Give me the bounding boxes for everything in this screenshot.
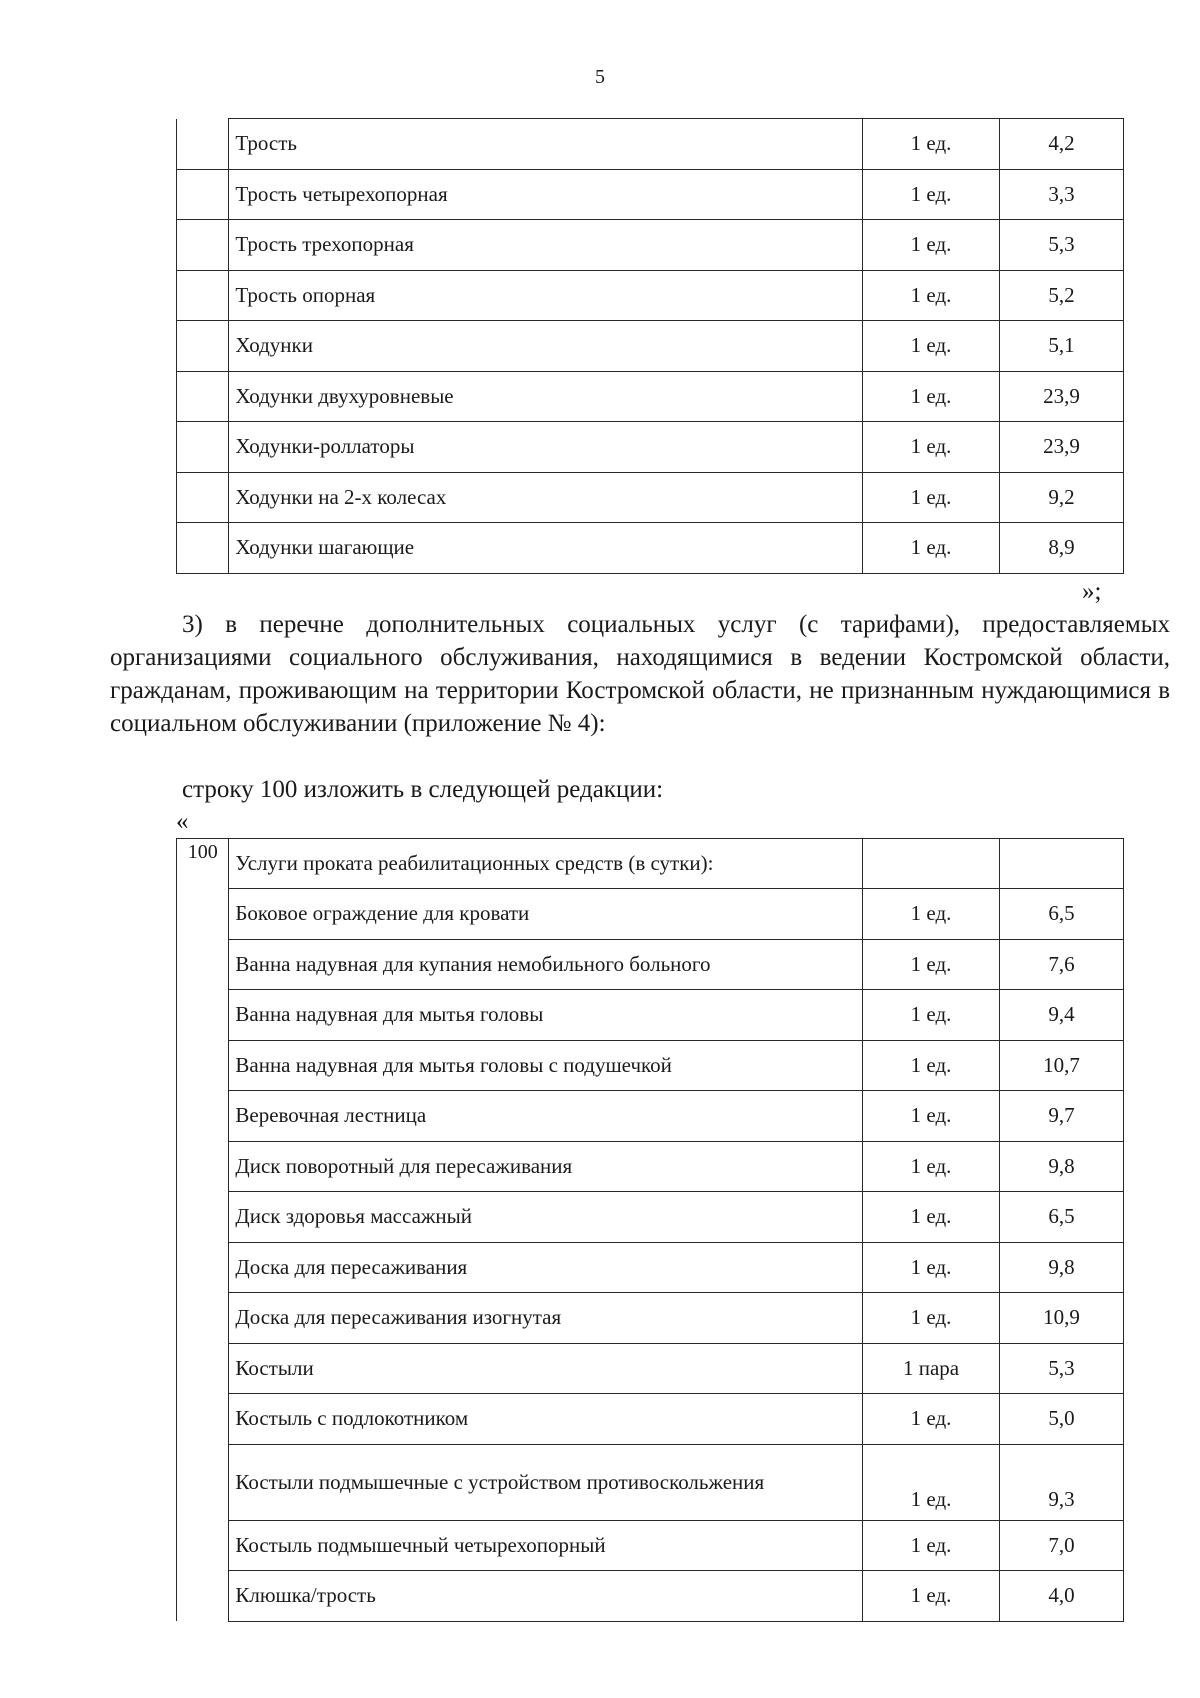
rental-table-continued <box>176 118 1124 574</box>
table-row <box>177 1091 1124 1142</box>
item-name: Трость опорная <box>229 270 863 321</box>
item-tariff: 5,0 <box>1000 1394 1124 1445</box>
item-unit: 1 ед. <box>863 422 1000 473</box>
item-name: Ходунки двухуровневые <box>229 371 863 422</box>
item-name: Диск здоровья массажный <box>229 1192 863 1243</box>
item-name: Костыль подмышечный четырехопорный <box>229 1520 863 1571</box>
item-name: Диск поворотный для пересаживания <box>229 1141 863 1192</box>
item-tariff: 9,4 <box>1000 990 1124 1041</box>
table-row <box>177 939 1124 990</box>
table-row <box>177 889 1124 940</box>
table-row <box>177 1293 1124 1344</box>
item-name: Ванна надувная для мытья головы с подушечкой <box>229 1040 863 1091</box>
row-number: 100 <box>177 839 229 889</box>
item-unit: 1 ед. <box>863 1242 1000 1293</box>
number-cell <box>177 1394 229 1445</box>
number-cell <box>177 119 229 170</box>
table-row <box>177 270 1124 321</box>
item-name: Ходунки шагающие <box>229 523 863 574</box>
table-row <box>177 1394 1124 1445</box>
table-row <box>177 169 1124 220</box>
item-unit: 1 ед. <box>863 1444 1000 1520</box>
table-row <box>177 472 1124 523</box>
empty-tariff-cell <box>1000 839 1124 889</box>
item-name: Ходунки-роллаторы <box>229 422 863 473</box>
item-name: Ходунки на 2-х колесах <box>229 472 863 523</box>
item-unit: 1 ед. <box>863 1520 1000 1571</box>
empty-unit-cell <box>863 839 1000 889</box>
table-row <box>177 1520 1124 1571</box>
item-tariff: 8,9 <box>1000 523 1124 574</box>
table-row <box>177 1242 1124 1293</box>
closing-quote: »; <box>1082 578 1102 605</box>
table-row <box>177 220 1124 271</box>
item-name: Доска для пересаживания <box>229 1242 863 1293</box>
number-cell <box>177 1520 229 1571</box>
item-unit: 1 ед. <box>863 169 1000 220</box>
item-unit: 1 ед. <box>863 270 1000 321</box>
table-row <box>177 119 1124 170</box>
item-tariff: 23,9 <box>1000 371 1124 422</box>
opening-quote: « <box>176 808 189 835</box>
item-name: Костыли <box>229 1343 863 1394</box>
item-tariff: 9,8 <box>1000 1242 1124 1293</box>
table-row <box>177 1192 1124 1243</box>
number-cell <box>177 422 229 473</box>
item-name: Ванна надувная для мытья головы <box>229 990 863 1041</box>
number-cell <box>177 169 229 220</box>
number-cell <box>177 990 229 1041</box>
item-unit: 1 ед. <box>863 220 1000 271</box>
number-cell <box>177 1343 229 1394</box>
item-tariff: 3,3 <box>1000 169 1124 220</box>
item-unit: 1 ед. <box>863 939 1000 990</box>
item-unit: 1 ед. <box>863 990 1000 1041</box>
item-unit: 1 пара <box>863 1343 1000 1394</box>
item-tariff: 5,1 <box>1000 321 1124 372</box>
number-cell <box>177 270 229 321</box>
number-cell <box>177 472 229 523</box>
number-cell <box>177 220 229 271</box>
number-cell <box>177 321 229 372</box>
item-name: Трость четырехопорная <box>229 169 863 220</box>
item-unit: 1 ед. <box>863 1293 1000 1344</box>
item-tariff: 9,2 <box>1000 472 1124 523</box>
item-tariff: 5,2 <box>1000 270 1124 321</box>
item-unit: 1 ед. <box>863 371 1000 422</box>
item-name: Боковое ограждение для кровати <box>229 889 863 940</box>
item-unit: 1 ед. <box>863 119 1000 170</box>
item-name: Трость трехопорная <box>229 220 863 271</box>
item-unit: 1 ед. <box>863 321 1000 372</box>
item-tariff: 5,3 <box>1000 1343 1124 1394</box>
item-tariff: 6,5 <box>1000 889 1124 940</box>
item-unit: 1 ед. <box>863 1394 1000 1445</box>
item-name: Доска для пересаживания изогнутая <box>229 1293 863 1344</box>
number-cell <box>177 1571 229 1622</box>
item-unit: 1 ед. <box>863 1091 1000 1142</box>
item-tariff: 9,3 <box>1000 1444 1124 1520</box>
item-unit: 1 ед. <box>863 1141 1000 1192</box>
number-cell <box>177 1192 229 1243</box>
number-cell <box>177 371 229 422</box>
rental-table-row-100 <box>176 838 1124 1622</box>
table-row <box>177 371 1124 422</box>
number-cell <box>177 1091 229 1142</box>
service-header: Услуги проката реабилитационных средств (в сутки): <box>229 839 863 889</box>
item-name: Веревочная лестница <box>229 1091 863 1142</box>
page-number: 5 <box>595 66 605 88</box>
number-cell <box>177 1242 229 1293</box>
item-name: Трость <box>229 119 863 170</box>
table-header-row <box>177 839 1124 889</box>
item-name: Костыль с подлокотником <box>229 1394 863 1445</box>
item-unit: 1 ед. <box>863 523 1000 574</box>
item-tariff: 5,3 <box>1000 220 1124 271</box>
amendment-paragraph: 3) в перечне дополнительных социальных услуг (с тарифами), предоставляемых организациями социального обслуживания, находящимися в ведении Костромской области, гражданам, проживающим на территории Костромской области, не признанным нуждающимися в социальном обслуживании (приложение № 4): <box>110 611 1170 737</box>
item-unit: 1 ед. <box>863 472 1000 523</box>
table-row <box>177 1343 1124 1394</box>
item-tariff: 10,9 <box>1000 1293 1124 1344</box>
table-row <box>177 1040 1124 1091</box>
item-tariff: 23,9 <box>1000 422 1124 473</box>
table-row <box>177 523 1124 574</box>
instruction-line: строку 100 изложить в следующей редакции: <box>182 776 664 803</box>
number-cell <box>177 1293 229 1344</box>
item-unit: 1 ед. <box>863 1040 1000 1091</box>
item-tariff: 4,2 <box>1000 119 1124 170</box>
item-name: Клюшка/трость <box>229 1571 863 1622</box>
table-row <box>177 1141 1124 1192</box>
number-cell <box>177 523 229 574</box>
table-row <box>177 321 1124 372</box>
number-cell <box>177 1444 229 1520</box>
table-row <box>177 1444 1124 1520</box>
item-unit: 1 ед. <box>863 1571 1000 1622</box>
item-unit: 1 ед. <box>863 889 1000 940</box>
table-row <box>177 422 1124 473</box>
item-tariff: 4,0 <box>1000 1571 1124 1622</box>
item-tariff: 9,8 <box>1000 1141 1124 1192</box>
item-unit: 1 ед. <box>863 1192 1000 1243</box>
item-name: Ванна надувная для купания немобильного больного <box>229 939 863 990</box>
item-tariff: 10,7 <box>1000 1040 1124 1091</box>
table-row <box>177 1571 1124 1622</box>
number-cell <box>177 889 229 940</box>
item-name: Костыли подмышечные с устройством противоскольжения <box>229 1444 863 1520</box>
item-name: Ходунки <box>229 321 863 372</box>
number-cell <box>177 1141 229 1192</box>
item-tariff: 7,0 <box>1000 1520 1124 1571</box>
table-row <box>177 990 1124 1041</box>
number-cell <box>177 939 229 990</box>
item-tariff: 6,5 <box>1000 1192 1124 1243</box>
item-tariff: 7,6 <box>1000 939 1124 990</box>
number-cell <box>177 1040 229 1091</box>
item-tariff: 9,7 <box>1000 1091 1124 1142</box>
